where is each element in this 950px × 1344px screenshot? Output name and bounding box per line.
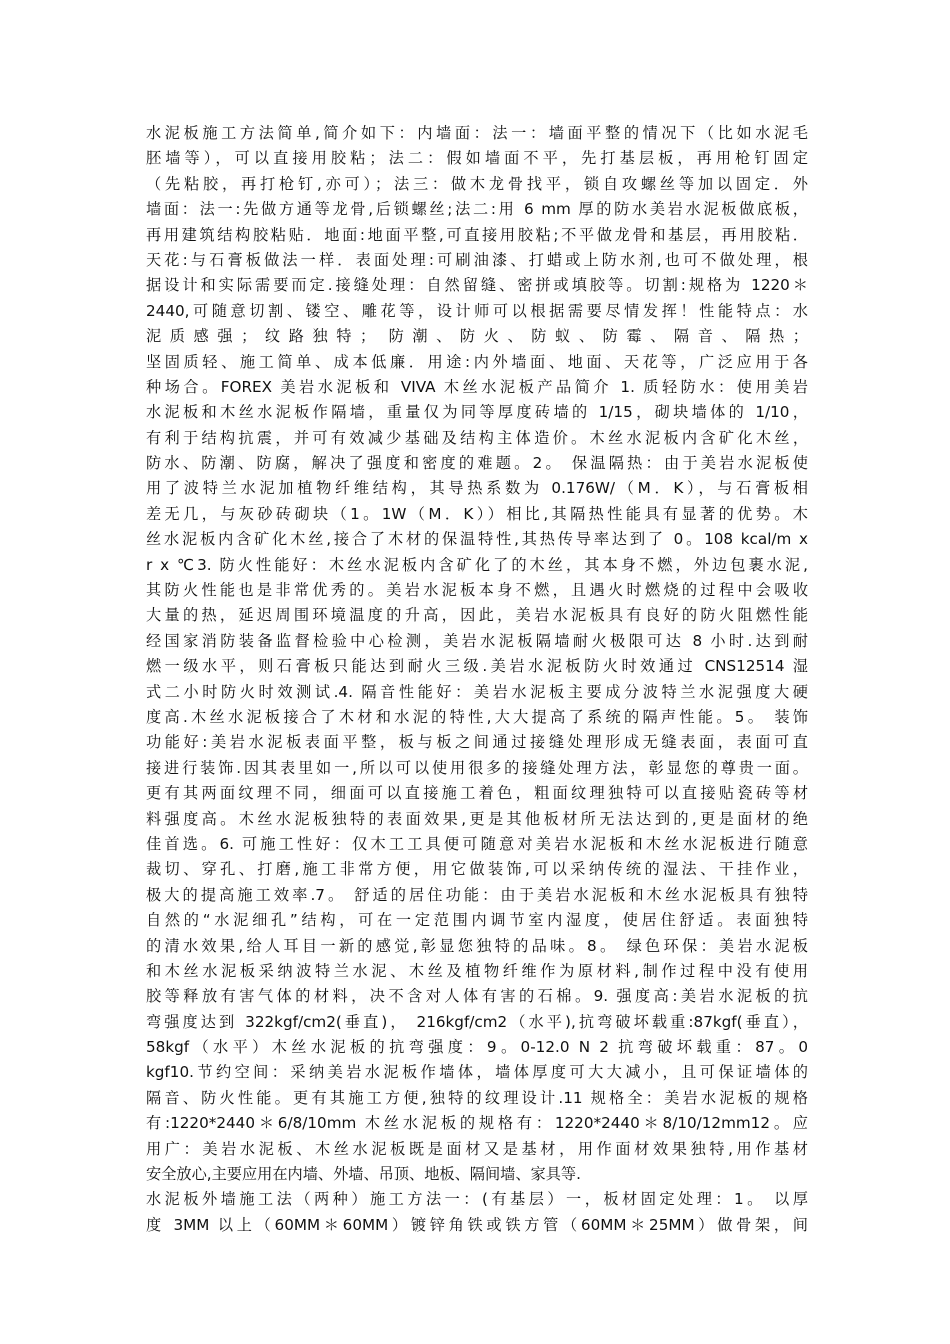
paragraph-line: 再用建筑结构胶粘贴．地面:地面平整,可直接用胶粘;不平做龙骨和基层，再用胶粘． xyxy=(146,225,808,244)
paragraph-line: 料强度高。木丝水泥板独特的表面效果,更是其他板材所无法达到的,更是面材的绝 xyxy=(146,809,808,828)
paragraph-line: 和木丝水泥板采纳波特兰水泥、木丝及植物纤维作为原材料,制作过程中没有使用 xyxy=(146,961,808,980)
paragraph-line: 胶等释放有害气体的材料，决不含对人体有害的石棉。9. 强度高:美岩水泥板的抗 xyxy=(146,987,808,1006)
paragraph-line: 水泥板外墙施工法（两种）施工方法一：(有基层）一，板材固定处理：1。 以厚 xyxy=(146,1190,808,1209)
paragraph-line: 自然的“水泥细孔”结构，可在一定范围内调节室内湿度，使居住舒适。表面独特 xyxy=(146,911,808,930)
paragraph-line: 燃一级水平，则石膏板只能达到耐火三级.美岩水泥板防火时效通过 CNS12514 湿 xyxy=(146,657,808,676)
paragraph-line: 佳首选。6. 可施工性好：仅木工工具便可随意对美岩水泥板和木丝水泥板进行随意 xyxy=(146,834,808,853)
paragraph-line: 其防火性能也是非常优秀的。美岩水泥板本身不燃，且遇火时燃烧的过程中会吸收 xyxy=(146,581,808,600)
paragraph-line: 度 3MM 以上（60MM＊60MM）镀锌角铁或铁方管（60MM＊25MM）做骨架，间 xyxy=(146,1215,808,1234)
paragraph-line: 隔音、防火性能。更有其施工方便,独特的纹理设计.11 规格全：美岩水泥板的规格 xyxy=(146,1088,808,1107)
paragraph-line: 更有其两面纹理不同，细面可以直接施工着色，粗面纹理独特可以直接贴瓷砖等材 xyxy=(146,784,808,803)
paragraph-line: 裁切、穿孔、打磨,施工非常方便，用它做装饰,可以采纳传统的湿法、干挂作业， xyxy=(146,860,808,879)
paragraph-line: 据设计和实际需要而定.接缝处理：自然留缝、密拼或填胶等。切割:规格为 1220＊ xyxy=(146,276,808,295)
paragraph-line: 弯强度达到 322kgf/cm2(垂直)， 216kgf/cm2（水平),抗弯破坏载重:87kgf(垂直）， xyxy=(146,1012,808,1031)
paragraph-line: 58kgf（水平）木丝水泥板的抗弯强度：9。0-12.0 N 2 抗弯破坏载重：87。0 xyxy=(146,1038,808,1057)
paragraph-line: 式二小时防火时效测试.4. 隔音性能好：美岩水泥板主要成分波特兰水泥强度大硬 xyxy=(146,682,808,701)
paragraph-line: 胚墙等），可以直接用胶粘；法二：假如墙面不平，先打基层板，再用枪钉固定 xyxy=(146,149,808,168)
paragraph-line: 极大的提高施工效率.7。 舒适的居住功能：由于美岩水泥板和木丝水泥板具有独特 xyxy=(146,885,808,904)
paragraph-line: 防水、防潮、防腐，解决了强度和密度的难题。2。 保温隔热：由于美岩水泥板使 xyxy=(146,454,808,473)
document-body xyxy=(146,121,808,1238)
paragraph-line: r x ℃3. 防火性能好：木丝水泥板内含矿化了的木丝，其本身不燃，外边包裹水泥, xyxy=(146,555,808,574)
paragraph-line: 丝水泥板内含矿化木丝,接合了木材的保温特性,其热传导率达到了 0。108 kcal/m x xyxy=(146,530,808,549)
paragraph-line: 水泥板和木丝水泥板作隔墙，重量仅为同等厚度砖墙的 1/15，砌块墙体的 1/10， xyxy=(146,403,808,422)
paragraph-line: 用了波特兰水泥加植物纤维结构，其导热系数为 0.176W/（M．K），与石膏板相 xyxy=(146,479,808,498)
paragraph-line: 2440,可随意切割、镂空、雕花等，设计师可以根据需要尽情发挥！性能特点：水 xyxy=(146,301,808,320)
paragraph-line: 天花:与石膏板做法一样．表面处理:可刷油漆、打蜡或上防水剂,也可不做处理，根 xyxy=(146,250,808,269)
paragraph-line: （先粘胶，再打枪钉,亦可）；法三：做木龙骨找平，锁自攻螺丝等加以固定．外 xyxy=(146,174,808,193)
paragraph-line: 差无几，与灰砂砖砌块（1。1W（M．K））相比,其隔热性能具有显著的优势。木 xyxy=(146,504,808,523)
paragraph-line: 大量的热，延迟周围环境温度的升高，因此，美岩水泥板具有良好的防火阻燃性能 xyxy=(146,606,808,625)
paragraph-line: 度高.木丝水泥板接合了木材和水泥的特性,大大提高了系统的隔声性能。5。 装饰 xyxy=(146,707,808,726)
paragraph-line: 有:1220*2440＊6/8/10mm 木丝水泥板的规格有：1220*2440＊8/10/12mm12。应 xyxy=(146,1114,808,1133)
paragraph-line: 安全放心,主要应用在内墙、外墙、吊顶、地板、隔间墙、家具等. xyxy=(146,1165,581,1184)
paragraph-line: 功能好:美岩水泥板表面平整，板与板之间通过接缝处理形成无缝表面，表面可直 xyxy=(146,733,808,752)
paragraph-line: 水泥板施工方法简单,简介如下：内墙面：法一：墙面平整的情况下（比如水泥毛 xyxy=(146,124,808,142)
paragraph-line: kgf10.节约空间：采纳美岩水泥板作墙体，墙体厚度可大大减小，且可保证墙体的 xyxy=(146,1063,808,1082)
paragraph-line: 接进行装饰.因其表里如一,所以可以使用很多的接缝处理方法，彰显您的尊贵一面。 xyxy=(146,758,808,777)
paragraph-line: 用广：美岩水泥板、木丝水泥板既是面材又是基材，用作面材效果独特,用作基材 xyxy=(146,1139,808,1158)
paragraph-line: 经国家消防装备监督检验中心检测，美岩水泥板隔墙耐火极限可达 8 小时.达到耐 xyxy=(146,631,808,650)
paragraph-line: 坚固质轻、施工简单、成本低廉．用途:内外墙面、地面、天花等，广泛应用于各 xyxy=(146,352,808,371)
paragraph-line: 种场合。FOREX 美岩水泥板和 VIVA 木丝水泥板产品简介 1. 质轻防水：使用美岩 xyxy=(146,377,808,396)
paragraph-line: 的清水效果,给人耳目一新的感觉,彰显您独特的品味。8。 绿色环保：美岩水泥板 xyxy=(146,936,808,955)
paragraph-line: 泥质感强；纹路独特； 防潮、防火、防蚁、防霉、隔音、隔热； xyxy=(146,327,808,346)
paragraph-line: 有利于结构抗震，并可有效减少基础及结构主体造价。木丝水泥板内含矿化木丝， xyxy=(146,428,808,447)
paragraph-line: 墙面：法一:先做方通等龙骨,后锁螺丝;法二:用 6 mm 厚的防水美岩水泥板做底板， xyxy=(146,200,808,219)
